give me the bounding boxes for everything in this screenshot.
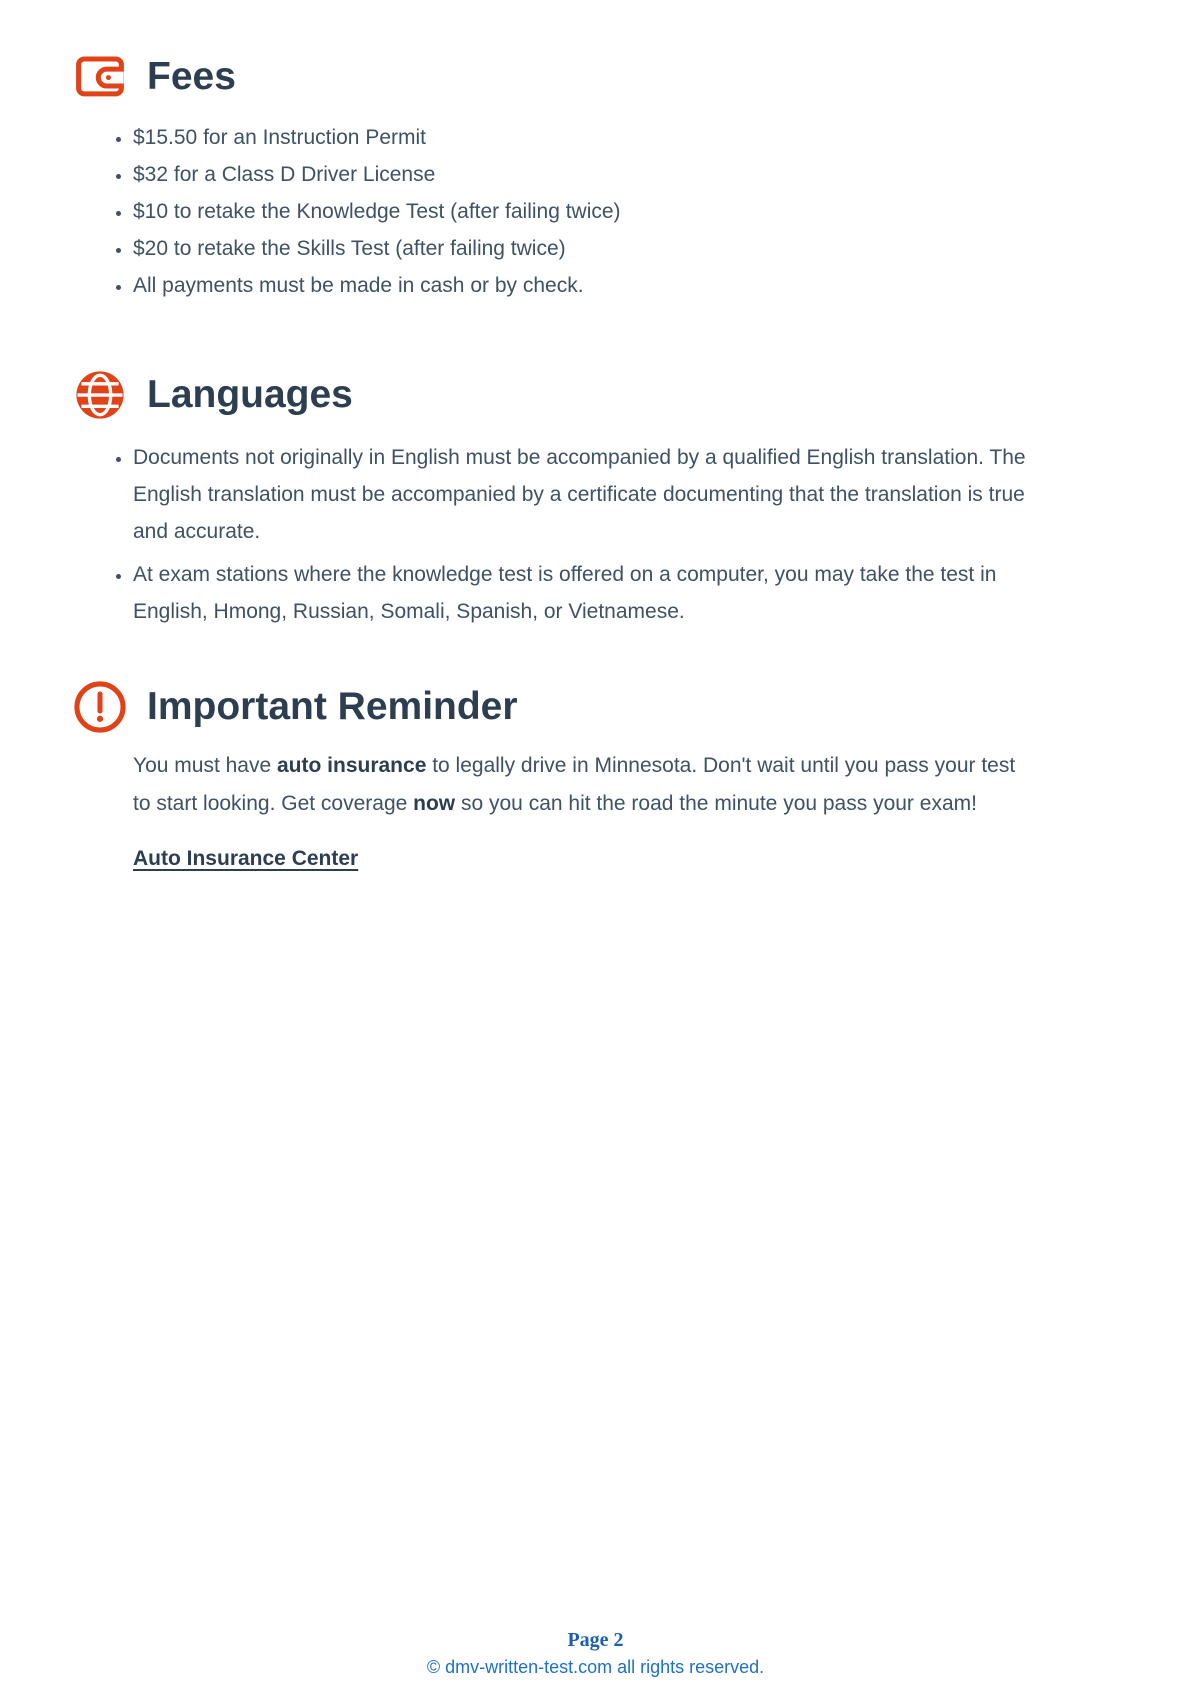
language-item-text: Documents not originally in English must be accompanied by a qualified English translation. The English translation must be accompanied by a certificate documenting that the translation is true and accurate.: [133, 446, 1026, 543]
languages-section-title: Languages: [147, 373, 353, 416]
language-item-text: At exam stations where the knowledge test is offered on a computer, you may take the test in English, Hmong, Russian, Somali, Spanish, or Vietnamese.: [133, 563, 997, 623]
alert-circle-icon: [73, 680, 127, 734]
fee-item-text: $32 for a Class D Driver License: [133, 163, 436, 186]
section-languages: [0, 368, 1191, 630]
list-item: [133, 156, 1038, 193]
languages-list: [0, 439, 1191, 630]
fee-item-text: All payments must be made in cash or by check.: [133, 274, 584, 297]
list-item: [133, 230, 1038, 267]
list-item: [133, 439, 1038, 550]
languages-section-header: [73, 368, 1191, 422]
fees-section-title: Fees: [147, 55, 236, 98]
reminder-section-title: Important Reminder: [147, 685, 518, 728]
list-item: [133, 119, 1038, 156]
list-item: [133, 193, 1038, 230]
reminder-paragraph: You must have auto insurance to legally drive in Minnesota. Don't wait until you pass your test to start looking. Get coverage now so you can hit the road the minute you pass your exam!: [133, 754, 1016, 815]
fee-item-text: $10 to retake the Knowledge Test (after failing twice): [133, 200, 621, 223]
fees-list: [0, 119, 1191, 304]
section-important-reminder: [0, 680, 1191, 871]
page-footer: [0, 1629, 1191, 1678]
list-item: [133, 556, 1038, 630]
fee-item-text: $15.50 for an Instruction Permit: [133, 126, 426, 149]
section-fees: [0, 50, 1191, 304]
copyright-notice: © dmv-written-test.com all rights reserved.: [426, 1657, 765, 1677]
fees-section-header: [73, 50, 1191, 104]
fee-item-text: $20 to retake the Skills Test (after failing twice): [133, 237, 566, 260]
page-number: Page 2: [567, 1629, 624, 1651]
list-item: [133, 267, 1038, 304]
reminder-section-header: [73, 680, 1191, 734]
wallet-icon: [73, 50, 127, 104]
globe-icon: [73, 368, 127, 422]
auto-insurance-center-link[interactable]: Auto Insurance Center: [133, 847, 359, 870]
